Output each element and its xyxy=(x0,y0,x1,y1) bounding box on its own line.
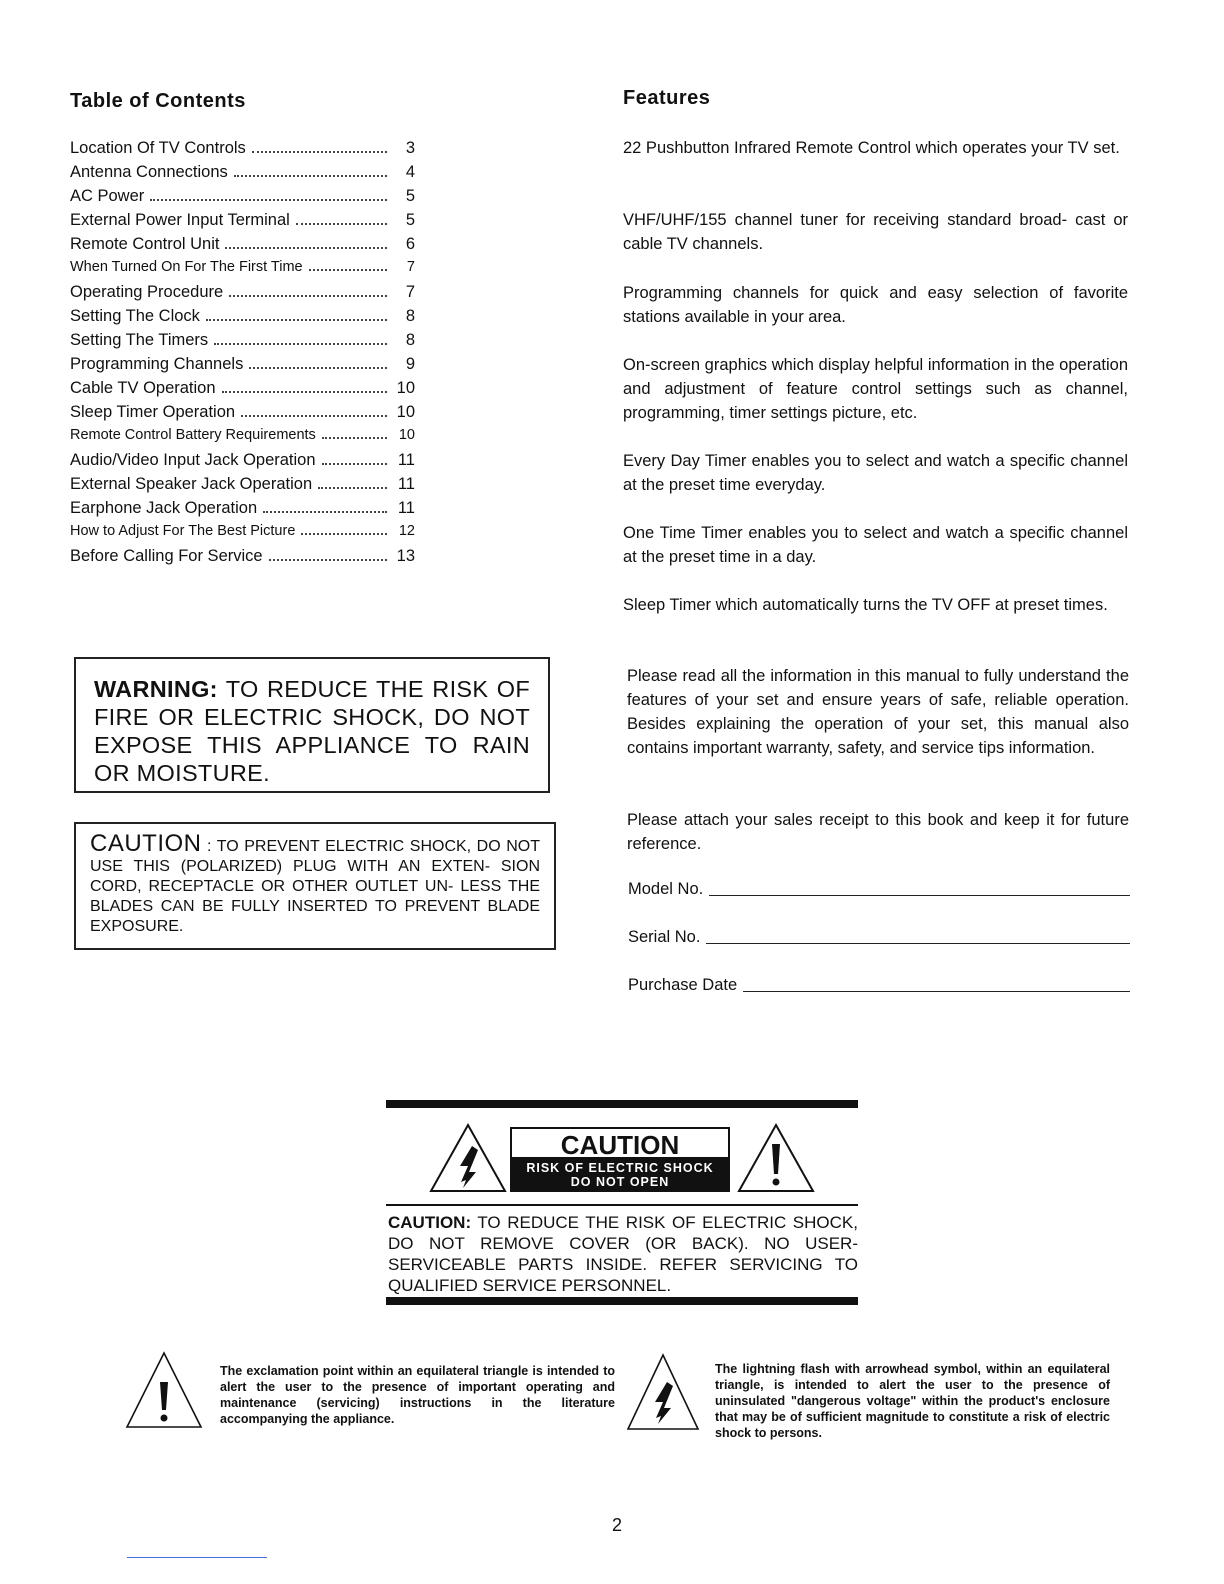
toc-item xyxy=(70,283,415,307)
toc-item-label: Operating Procedure xyxy=(70,283,224,301)
feature-paragraph: 22 Pushbutton Infrared Remote Control which operates your TV set. xyxy=(623,139,1120,157)
toc-item xyxy=(70,475,415,499)
caution-banner-subtitle xyxy=(510,1159,730,1192)
toc-item xyxy=(70,331,415,355)
toc-leader-dots xyxy=(234,175,387,177)
caution-plug-lead: CAUTION xyxy=(90,830,202,857)
toc-item-page: 10 xyxy=(396,403,415,421)
toc-item-page: 13 xyxy=(396,547,415,565)
toc-item-page: 5 xyxy=(405,211,415,229)
toc-leader-dots xyxy=(249,367,387,369)
toc-item-page: 11 xyxy=(397,451,415,469)
shock-caution-body: TO REDUCE THE RISK OF ELECTRIC SHOCK, DO NOT REMOVE COVER (OR BACK). NO USER- SERVICEABLE PARTS INSIDE. REFER SERVICING TO QUALIFIED SERVICE PERSONNEL. xyxy=(388,1213,858,1295)
exclamation-triangle-icon xyxy=(124,1350,204,1430)
toc-leader-dots xyxy=(269,559,387,561)
caution-banner-title: CAUTION xyxy=(510,1127,730,1159)
toc-item xyxy=(70,211,415,235)
exclamation-triangle-icon xyxy=(736,1122,816,1194)
toc-item-page: 8 xyxy=(405,307,415,325)
toc-item-page: 11 xyxy=(397,499,415,517)
toc-item-page: 3 xyxy=(405,139,415,157)
toc-leader-dots xyxy=(229,295,387,297)
exclamation-explanation: The exclamation point within an equilateral triangle is intended to alert the user to the presence of important operating and maintenance (servicing) instructions in the literature accompanying the appliance. xyxy=(220,1364,615,1426)
toc-item-label: Programming Channels xyxy=(70,355,244,373)
bottom-rule xyxy=(386,1297,858,1305)
toc-item-label: AC Power xyxy=(70,187,145,205)
lightning-explanation: The lightning flash with arrowhead symbol, within an equilateral triangle, is intended to alert the user to the presence of uninsulated "dangerous voltage" within the product's enclosure that may be of sufficient magnitude to constitute a risk of electric shock to persons. xyxy=(715,1362,1110,1440)
shock-caution-lead: CAUTION: xyxy=(388,1213,472,1232)
caution-plug-box xyxy=(74,822,556,950)
toc-leader-dots xyxy=(296,223,387,225)
toc-leader-dots xyxy=(150,199,387,201)
toc-item-label: External Power Input Terminal xyxy=(70,211,290,229)
toc-item-page: 12 xyxy=(398,523,415,539)
toc-item xyxy=(70,451,415,475)
toc-item-page: 6 xyxy=(405,235,415,253)
shock-caution-text xyxy=(388,1212,858,1296)
toc-item-label: How to Adjust For The Best Picture xyxy=(70,523,296,539)
toc-item-label: Remote Control Battery Requirements xyxy=(70,427,316,443)
feature-paragraph: One Time Timer enables you to select and watch a specific channel at the preset time in a day. xyxy=(623,524,1128,566)
toc-item-label: Before Calling For Service xyxy=(70,547,263,565)
toc-item-page: 9 xyxy=(405,355,415,373)
toc-item-page: 5 xyxy=(405,187,415,205)
warning-text: TO REDUCE THE RISK OF FIRE OR ELECTRIC SHOCK, DO NOT EXPOSE THIS APPLIANCE TO RAIN OR MOISTURE. xyxy=(94,676,530,786)
toc-leader-dots xyxy=(222,391,387,393)
toc-item-label: Sleep Timer Operation xyxy=(70,403,236,421)
purchase-date-label: Purchase Date xyxy=(628,976,738,994)
toc-item-page: 7 xyxy=(406,259,415,275)
toc-item xyxy=(70,355,415,379)
toc-item xyxy=(70,523,415,547)
feature-paragraph: On-screen graphics which display helpful information in the operation and adjustment of feature control settings such as channel, programming, timer settings picture, etc. xyxy=(623,356,1128,422)
toc-leader-dots xyxy=(241,415,387,417)
toc-item-label: Setting The Clock xyxy=(70,307,200,325)
toc-item-page: 7 xyxy=(405,283,415,301)
toc-item-page: 8 xyxy=(405,331,415,349)
toc-item xyxy=(70,139,415,163)
toc-leader-dots xyxy=(214,343,387,345)
toc-leader-dots xyxy=(225,247,387,249)
toc-item xyxy=(70,187,415,211)
toc-leader-dots xyxy=(206,319,387,321)
toc-item xyxy=(70,259,415,283)
footer-rule xyxy=(127,1557,267,1558)
toc-item xyxy=(70,163,415,187)
feature-paragraph: Every Day Timer enables you to select and watch a specific channel at the preset time everyday. xyxy=(623,452,1128,494)
caution-banner-line2: DO NOT OPEN xyxy=(570,1175,670,1189)
feature-paragraph: Please attach your sales receipt to this book and keep it for future reference. xyxy=(627,811,1129,853)
toc-leader-dots xyxy=(309,269,387,271)
toc-item xyxy=(70,307,415,331)
toc-item-label: Earphone Jack Operation xyxy=(70,499,258,517)
toc-item xyxy=(70,499,415,523)
page-number: 2 xyxy=(612,1515,623,1535)
feature-paragraph: Programming channels for quick and easy selection of favorite stations available in your area. xyxy=(623,284,1128,326)
top-rule xyxy=(386,1100,858,1108)
toc-item-label: Cable TV Operation xyxy=(70,379,216,397)
toc-item-label: Audio/Video Input Jack Operation xyxy=(70,451,316,469)
toc-item-page: 4 xyxy=(405,163,415,181)
toc-item xyxy=(70,427,415,451)
purchase-date-field xyxy=(628,976,1130,995)
caution-banner-line1: RISK OF ELECTRIC SHOCK xyxy=(526,1161,714,1175)
toc-item-label: Antenna Connections xyxy=(70,163,228,181)
toc-item-label: External Speaker Jack Operation xyxy=(70,475,313,493)
toc-item-label: Remote Control Unit xyxy=(70,235,220,253)
warning-lead: WARNING: xyxy=(94,676,218,702)
toc-leader-dots xyxy=(252,151,387,153)
toc-item xyxy=(70,379,415,403)
caution-banner xyxy=(510,1127,730,1192)
label-divider xyxy=(386,1204,858,1206)
serial-number-label: Serial No. xyxy=(628,928,701,946)
features-title: Features xyxy=(623,87,711,109)
toc-item-page: 11 xyxy=(397,475,415,493)
toc-leader-dots xyxy=(318,487,387,489)
toc-item-label: Location Of TV Controls xyxy=(70,139,246,157)
feature-paragraph: Please read all the information in this manual to fully understand the features of your set and ensure years of safe, reliable operation. Besides explaining the operation of your set, this manual also contains important warranty, safety, and service tips information. xyxy=(627,667,1129,757)
toc-list xyxy=(70,139,415,571)
serial-number-field xyxy=(628,928,1130,947)
toc-item-page: 10 xyxy=(398,427,415,443)
toc-item-page: 10 xyxy=(396,379,415,397)
caution-plug-text: : TO PREVENT ELECTRIC SHOCK, DO NOT USE THIS (POLARIZED) PLUG WITH AN EXTEN- SION CORD, RECEPTACLE OR OTHER OUTLET UN- LESS THE BLADES CAN BE FULLY INSERTED TO PREVENT BLADE EXPOSURE. xyxy=(90,838,540,935)
toc-leader-dots xyxy=(263,511,387,513)
toc-leader-dots xyxy=(322,437,387,439)
toc-item-label: When Turned On For The First Time xyxy=(70,259,303,275)
toc-item xyxy=(70,547,415,571)
warning-box xyxy=(74,657,550,793)
toc-item xyxy=(70,235,415,259)
feature-paragraph: VHF/UHF/155 channel tuner for receiving standard broad- cast or cable TV channels. xyxy=(623,211,1128,253)
toc-leader-dots xyxy=(301,533,387,535)
lightning-triangle-icon xyxy=(428,1122,508,1194)
model-number-label: Model No. xyxy=(628,880,704,898)
lightning-triangle-icon xyxy=(625,1352,701,1432)
model-number-field xyxy=(628,880,1130,899)
toc-leader-dots xyxy=(322,463,387,465)
toc-item xyxy=(70,403,415,427)
feature-paragraph: Sleep Timer which automatically turns the TV OFF at preset times. xyxy=(623,596,1108,614)
toc-item-label: Setting The Timers xyxy=(70,331,209,349)
toc-title: Table of Contents xyxy=(70,90,246,112)
